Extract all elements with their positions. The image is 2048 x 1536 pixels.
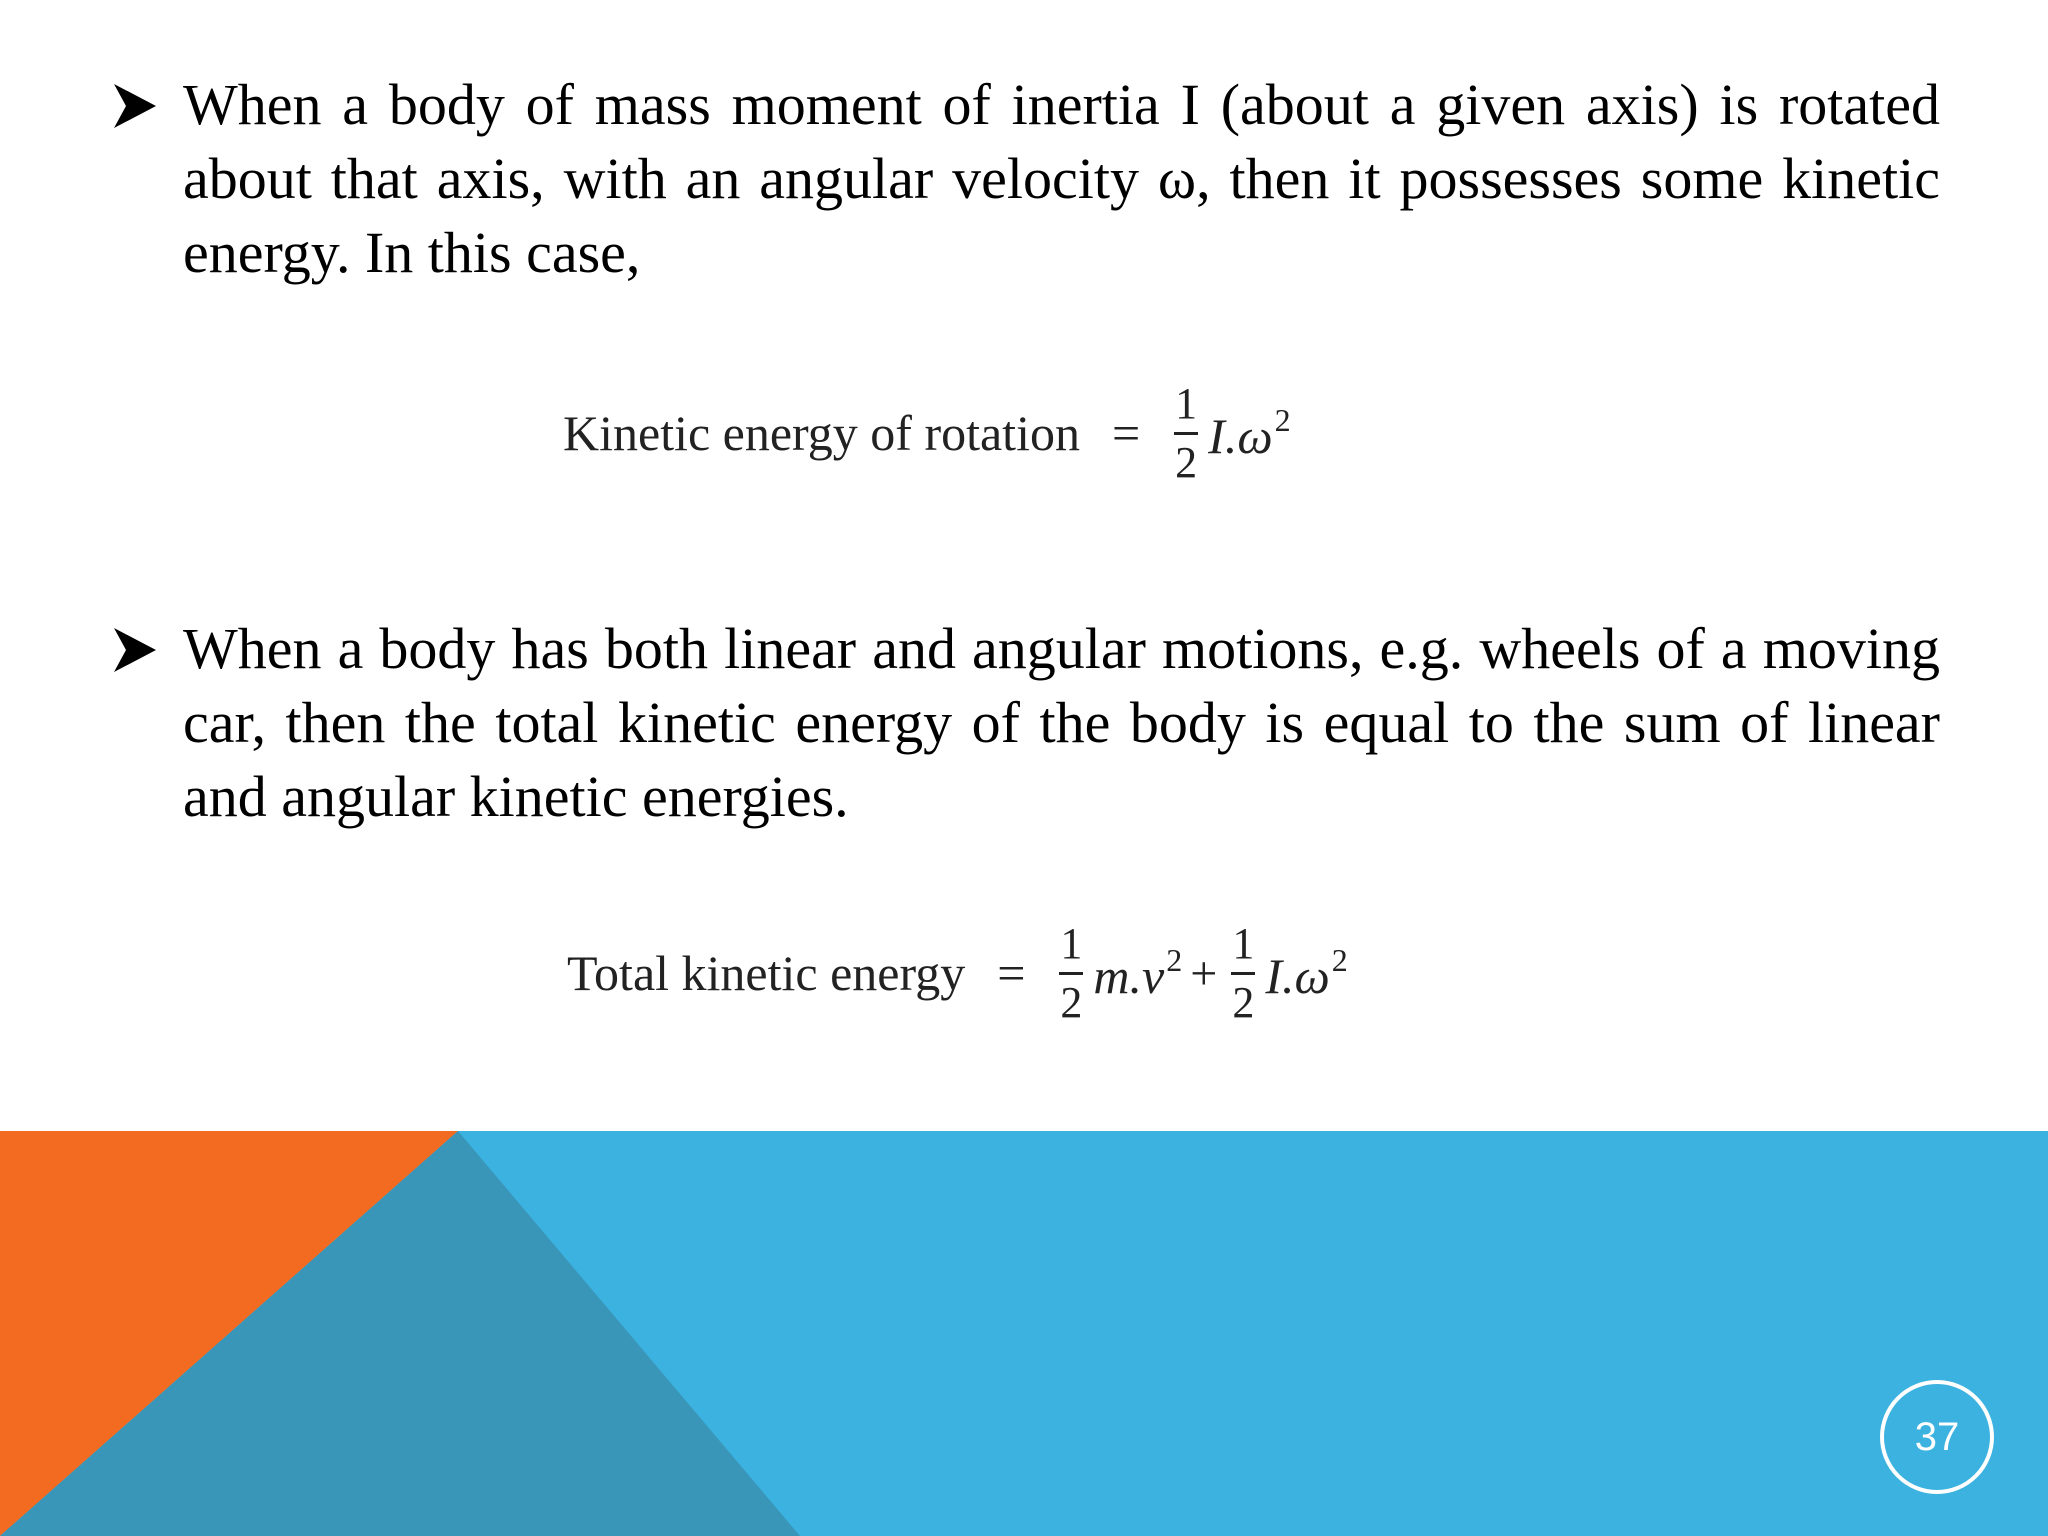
bullet-point-rotation bbox=[110, 68, 1940, 290]
fraction-half bbox=[1174, 380, 1198, 487]
formula-label: Kinetic energy of rotation bbox=[563, 405, 1080, 461]
numerator: 1 bbox=[1060, 918, 1083, 968]
term-expression: I.ω bbox=[1208, 407, 1273, 464]
term-i-omega bbox=[1208, 402, 1290, 465]
numerator: 1 bbox=[1232, 918, 1255, 968]
fraction-bar bbox=[1231, 972, 1255, 975]
formula-label: Total kinetic energy bbox=[567, 945, 966, 1001]
plus-sign: + bbox=[1190, 946, 1218, 1000]
bullet-point-total bbox=[110, 612, 1940, 834]
term-expression: I.ω bbox=[1265, 947, 1330, 1004]
formula-rotational-ke bbox=[563, 368, 1291, 498]
bullet-text: When a body has both linear and angular motions, e.g. wheels of a moving car, then the total kinetic energy of the body is equal to the sum of linear and angular kinetic energies. bbox=[183, 616, 1940, 829]
decorative-footer-band bbox=[0, 1131, 2048, 1536]
arrowhead-bullet-icon bbox=[110, 76, 160, 136]
term-m-v bbox=[1093, 942, 1182, 1005]
page-number: 37 bbox=[1914, 1414, 1960, 1459]
bullet-text: When a body of mass moment of inertia I (about a given axis) is rotated about that axis, with an angular velocity ω, then it possesses some kinetic energy. In this case, bbox=[183, 72, 1940, 285]
denominator: 2 bbox=[1060, 977, 1083, 1027]
term-exponent: 2 bbox=[1166, 941, 1183, 978]
fraction-bar bbox=[1174, 432, 1198, 435]
arrowhead-bullet-icon bbox=[110, 620, 160, 680]
term-i-omega bbox=[1265, 942, 1347, 1005]
equals-sign: = bbox=[1111, 405, 1141, 461]
fraction-half bbox=[1059, 920, 1083, 1027]
formula-total-ke bbox=[567, 908, 1348, 1038]
fraction-bar bbox=[1059, 972, 1083, 975]
equals-sign: = bbox=[997, 945, 1026, 1001]
term-expression: m.v bbox=[1093, 947, 1165, 1004]
fraction-half bbox=[1231, 920, 1255, 1027]
denominator: 2 bbox=[1232, 977, 1255, 1027]
term-exponent: 2 bbox=[1331, 941, 1348, 978]
numerator: 1 bbox=[1175, 378, 1198, 428]
denominator: 2 bbox=[1175, 437, 1198, 487]
term-exponent: 2 bbox=[1274, 401, 1291, 438]
page-number-badge bbox=[1880, 1380, 1994, 1494]
